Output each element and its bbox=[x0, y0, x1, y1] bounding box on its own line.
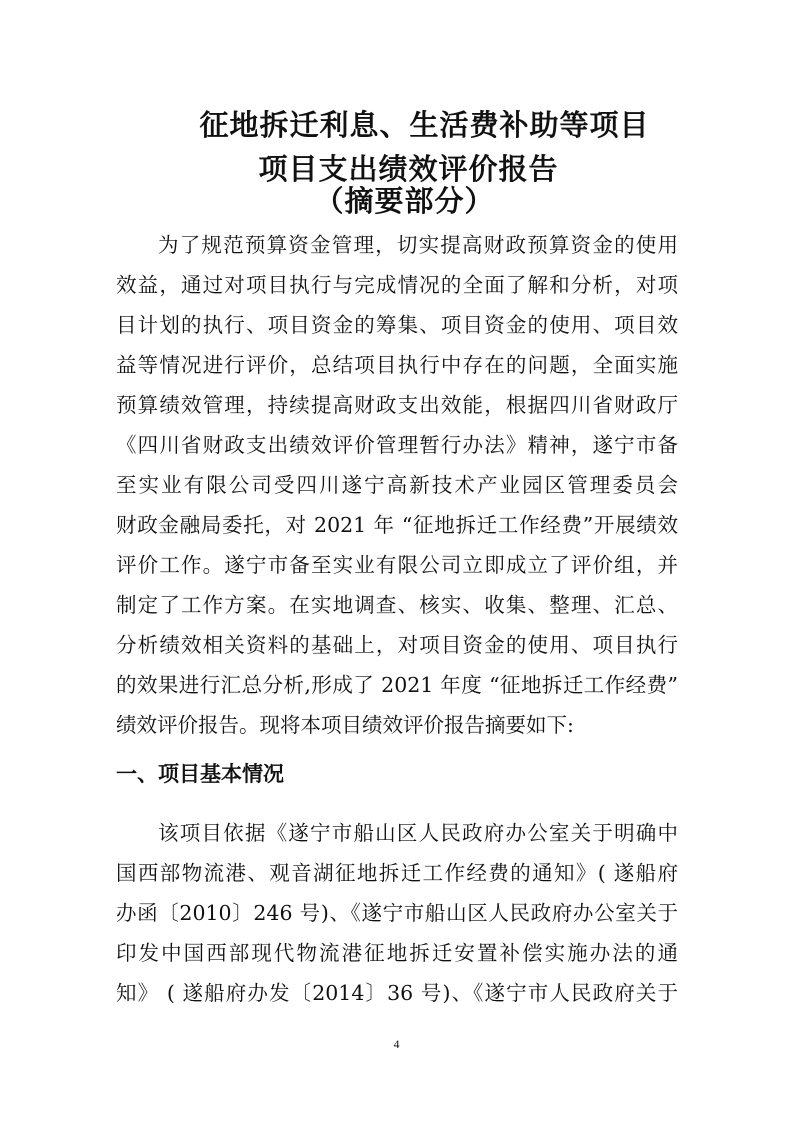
intro-line: 效益，通过对项目执行与完成情况的全面了解和分析，对项 bbox=[116, 273, 678, 297]
intro-line: 《四川省财政支出绩效评价管理暂行办法》精神，遂宁市备 bbox=[116, 433, 678, 457]
intro-line: 益等情况进行评价，总结项目执行中存在的问题，全面实施 bbox=[116, 353, 678, 377]
page-number: 4 bbox=[393, 1037, 400, 1051]
document-title-line-3: （摘要部分） bbox=[314, 184, 495, 218]
section-line: 国西部物流港、观音湖征地拆迁工作经费的通知》( 遂船府 bbox=[116, 861, 678, 885]
document-title-line-1: 征地拆迁利息、生活费补助等项目 bbox=[199, 108, 650, 142]
intro-line: 制定了工作方案。在实地调查、核实、收集、整理、汇总、 bbox=[116, 593, 678, 617]
section-line: 知》 ( 遂船府办发〔2014〕36 号)、《遂宁市人民政府关于 bbox=[116, 981, 678, 1005]
intro-line: 绩效评价报告。现将本项目绩效评价报告摘要如下: bbox=[116, 713, 574, 737]
document-title-line-2: 项目支出绩效评价报告 bbox=[258, 152, 559, 186]
section-heading: 一、项目基本情况 bbox=[116, 762, 284, 786]
intro-line: 分析绩效相关资料的基础上，对项目资金的使用、项目执行 bbox=[116, 633, 678, 657]
intro-line: 至实业有限公司受四川遂宁高新技术产业园区管理委员会 bbox=[116, 473, 678, 497]
intro-line: 为了规范预算资金管理，切实提高财政预算资金的使用 bbox=[158, 233, 678, 257]
intro-line: 预算绩效管理，持续提高财政支出效能，根据四川省财政厅 bbox=[116, 393, 678, 417]
intro-line: 的效果进行汇总分析,形成了 2021 年度 “征地拆迁工作经费” bbox=[116, 673, 678, 697]
intro-line: 评价工作。遂宁市备至实业有限公司立即成立了评价组，并 bbox=[116, 553, 678, 577]
section-line: 该项目依据《遂宁市船山区人民政府办公室关于明确中 bbox=[158, 821, 678, 845]
section-line: 印发中国西部现代物流港征地拆迁安置补偿实施办法的通 bbox=[116, 941, 678, 965]
intro-line: 财政金融局委托，对 2021 年 “征地拆迁工作经费”开展绩效 bbox=[116, 513, 678, 537]
section-line: 办函〔2010〕246 号)、《遂宁市船山区人民政府办公室关于 bbox=[116, 901, 678, 925]
intro-line: 目计划的执行、项目资金的筹集、项目资金的使用、项目效 bbox=[116, 313, 678, 337]
